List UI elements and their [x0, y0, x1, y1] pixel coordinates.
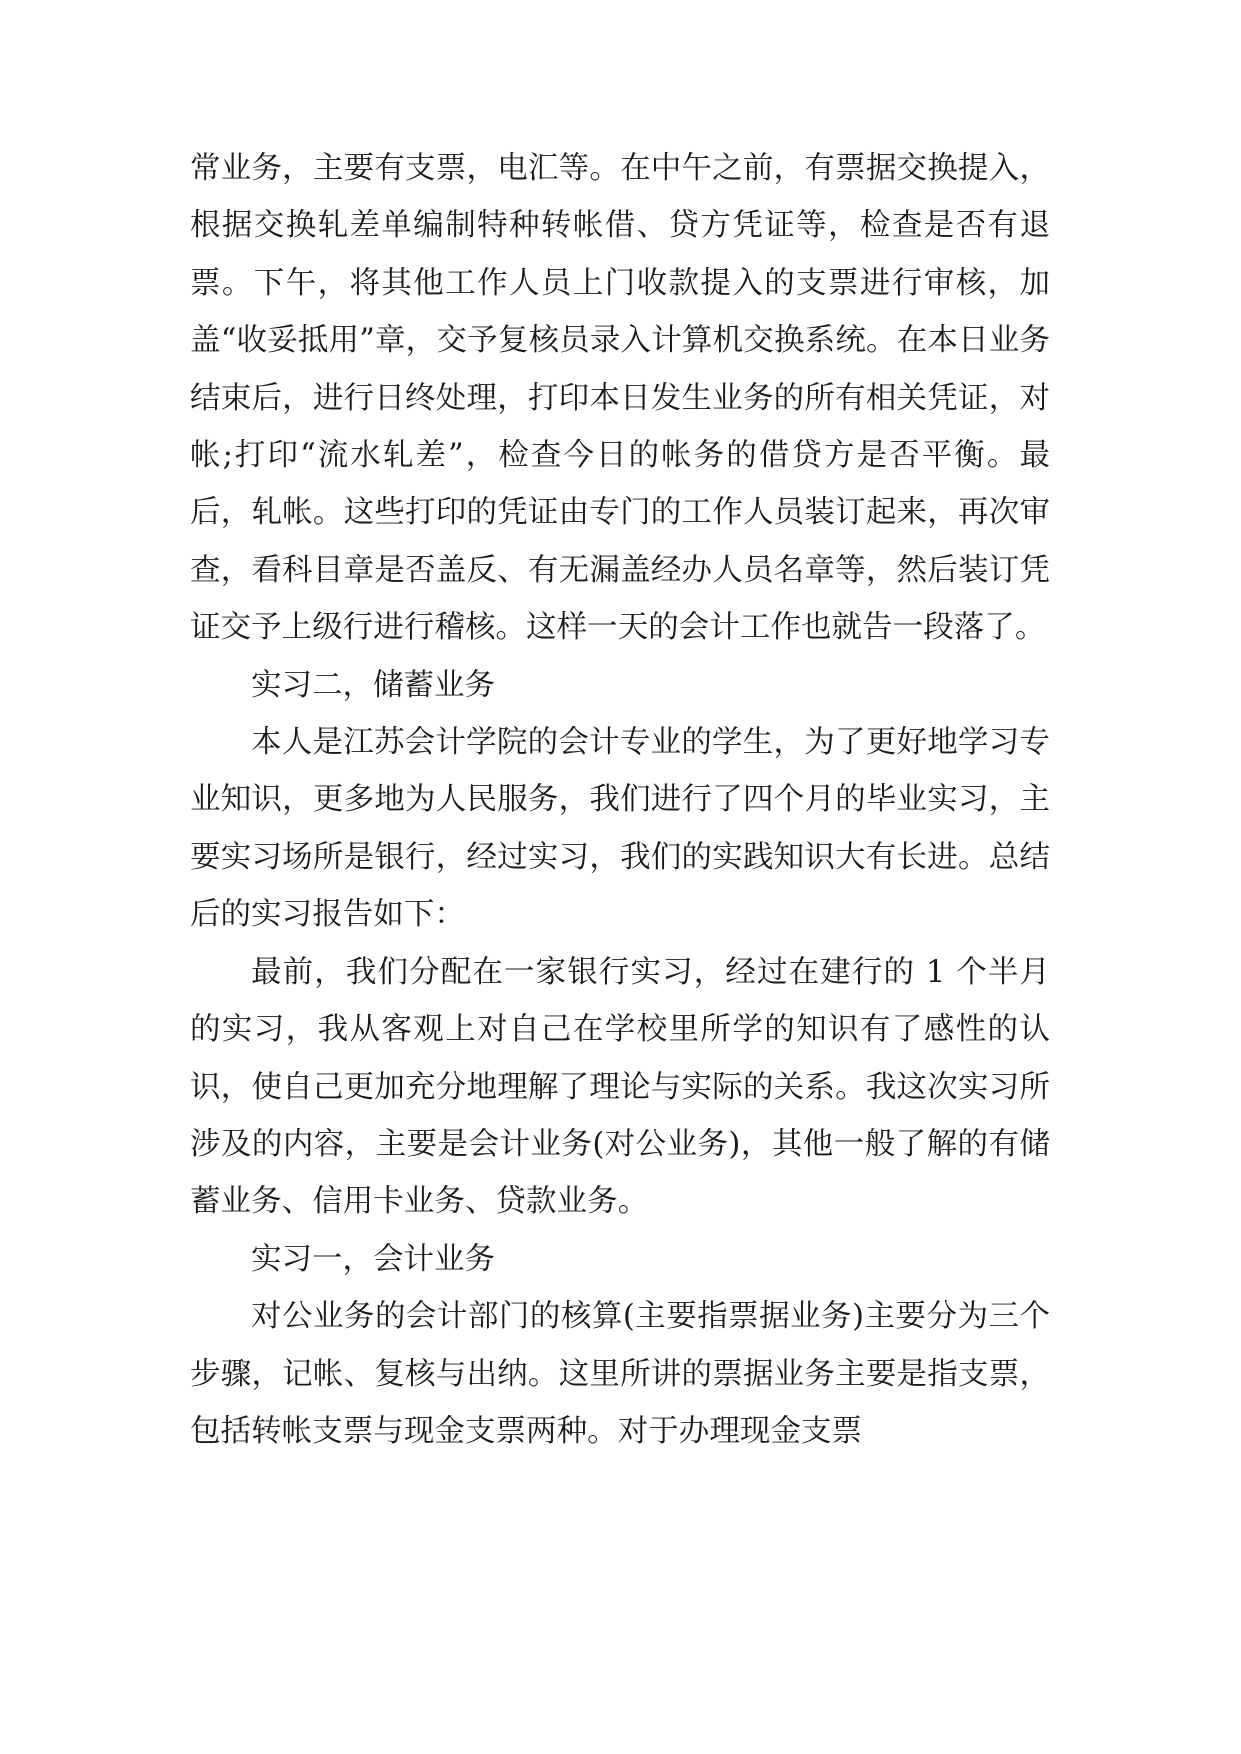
heading-practice-one-accounting: 实习一，会计业务	[251, 1241, 495, 1277]
paragraph-corporate-accounting: 对公业务的会计部门的核算(主要指票据业务)主要分为三个步骤，记帐、复核与出纳。这里所讲的票据业务主要是指支票，包括转帐支票与现金支票两种。对于办理现金支票	[190, 1299, 1050, 1449]
paragraph-internship-overview: 最前，我们分配在一家银行实习，经过在建行的 1 个半月的实习，我从客观上对自己在学校里所学的知识有了感性的认识，使自己更加充分地理解了理论与实际的关系。我这次实习所涉及的内容，主要是会计业务(对公业务)，其他一般了解的有储蓄业务、信用卡业务、贷款业务。	[190, 954, 1050, 1220]
paragraph-student-intro: 本人是江苏会计学院的会计专业的学生，为了更好地学习专业知识，更多地为人民服务，我们进行了四个月的毕业实习，主要实习场所是银行，经过实习，我们的实践知识大有长进。总结后的实习报告如下：	[190, 725, 1050, 933]
document-page	[190, 140, 1050, 1460]
heading-practice-two-savings: 实习二，储蓄业务	[251, 667, 495, 703]
paragraph-daily-accounting: 常业务，主要有支票，电汇等。在中午之前，有票据交换提入，根据交换轧差单编制特种转帐借、贷方凭证等，检查是否有退票。下午，将其他工作人员上门收款提入的支票进行审核，加盖“收妥抵用”章，交予复核员录入计算机交换系统。在本日业务结束后，进行日终处理，打印本日发生业务的所有相关凭证，对帐;打印“流水轧差”，检查今日的帐务的借贷方是否平衡。最后，轧帐。这些打印的凭证由专门的工作人员装订起来，再次审查，看科目章是否盖反、有无漏盖经办人员名章等，然后装订凭证交予上级行进行稽核。这样一天的会计工作也就告一段落了。	[190, 151, 1050, 646]
